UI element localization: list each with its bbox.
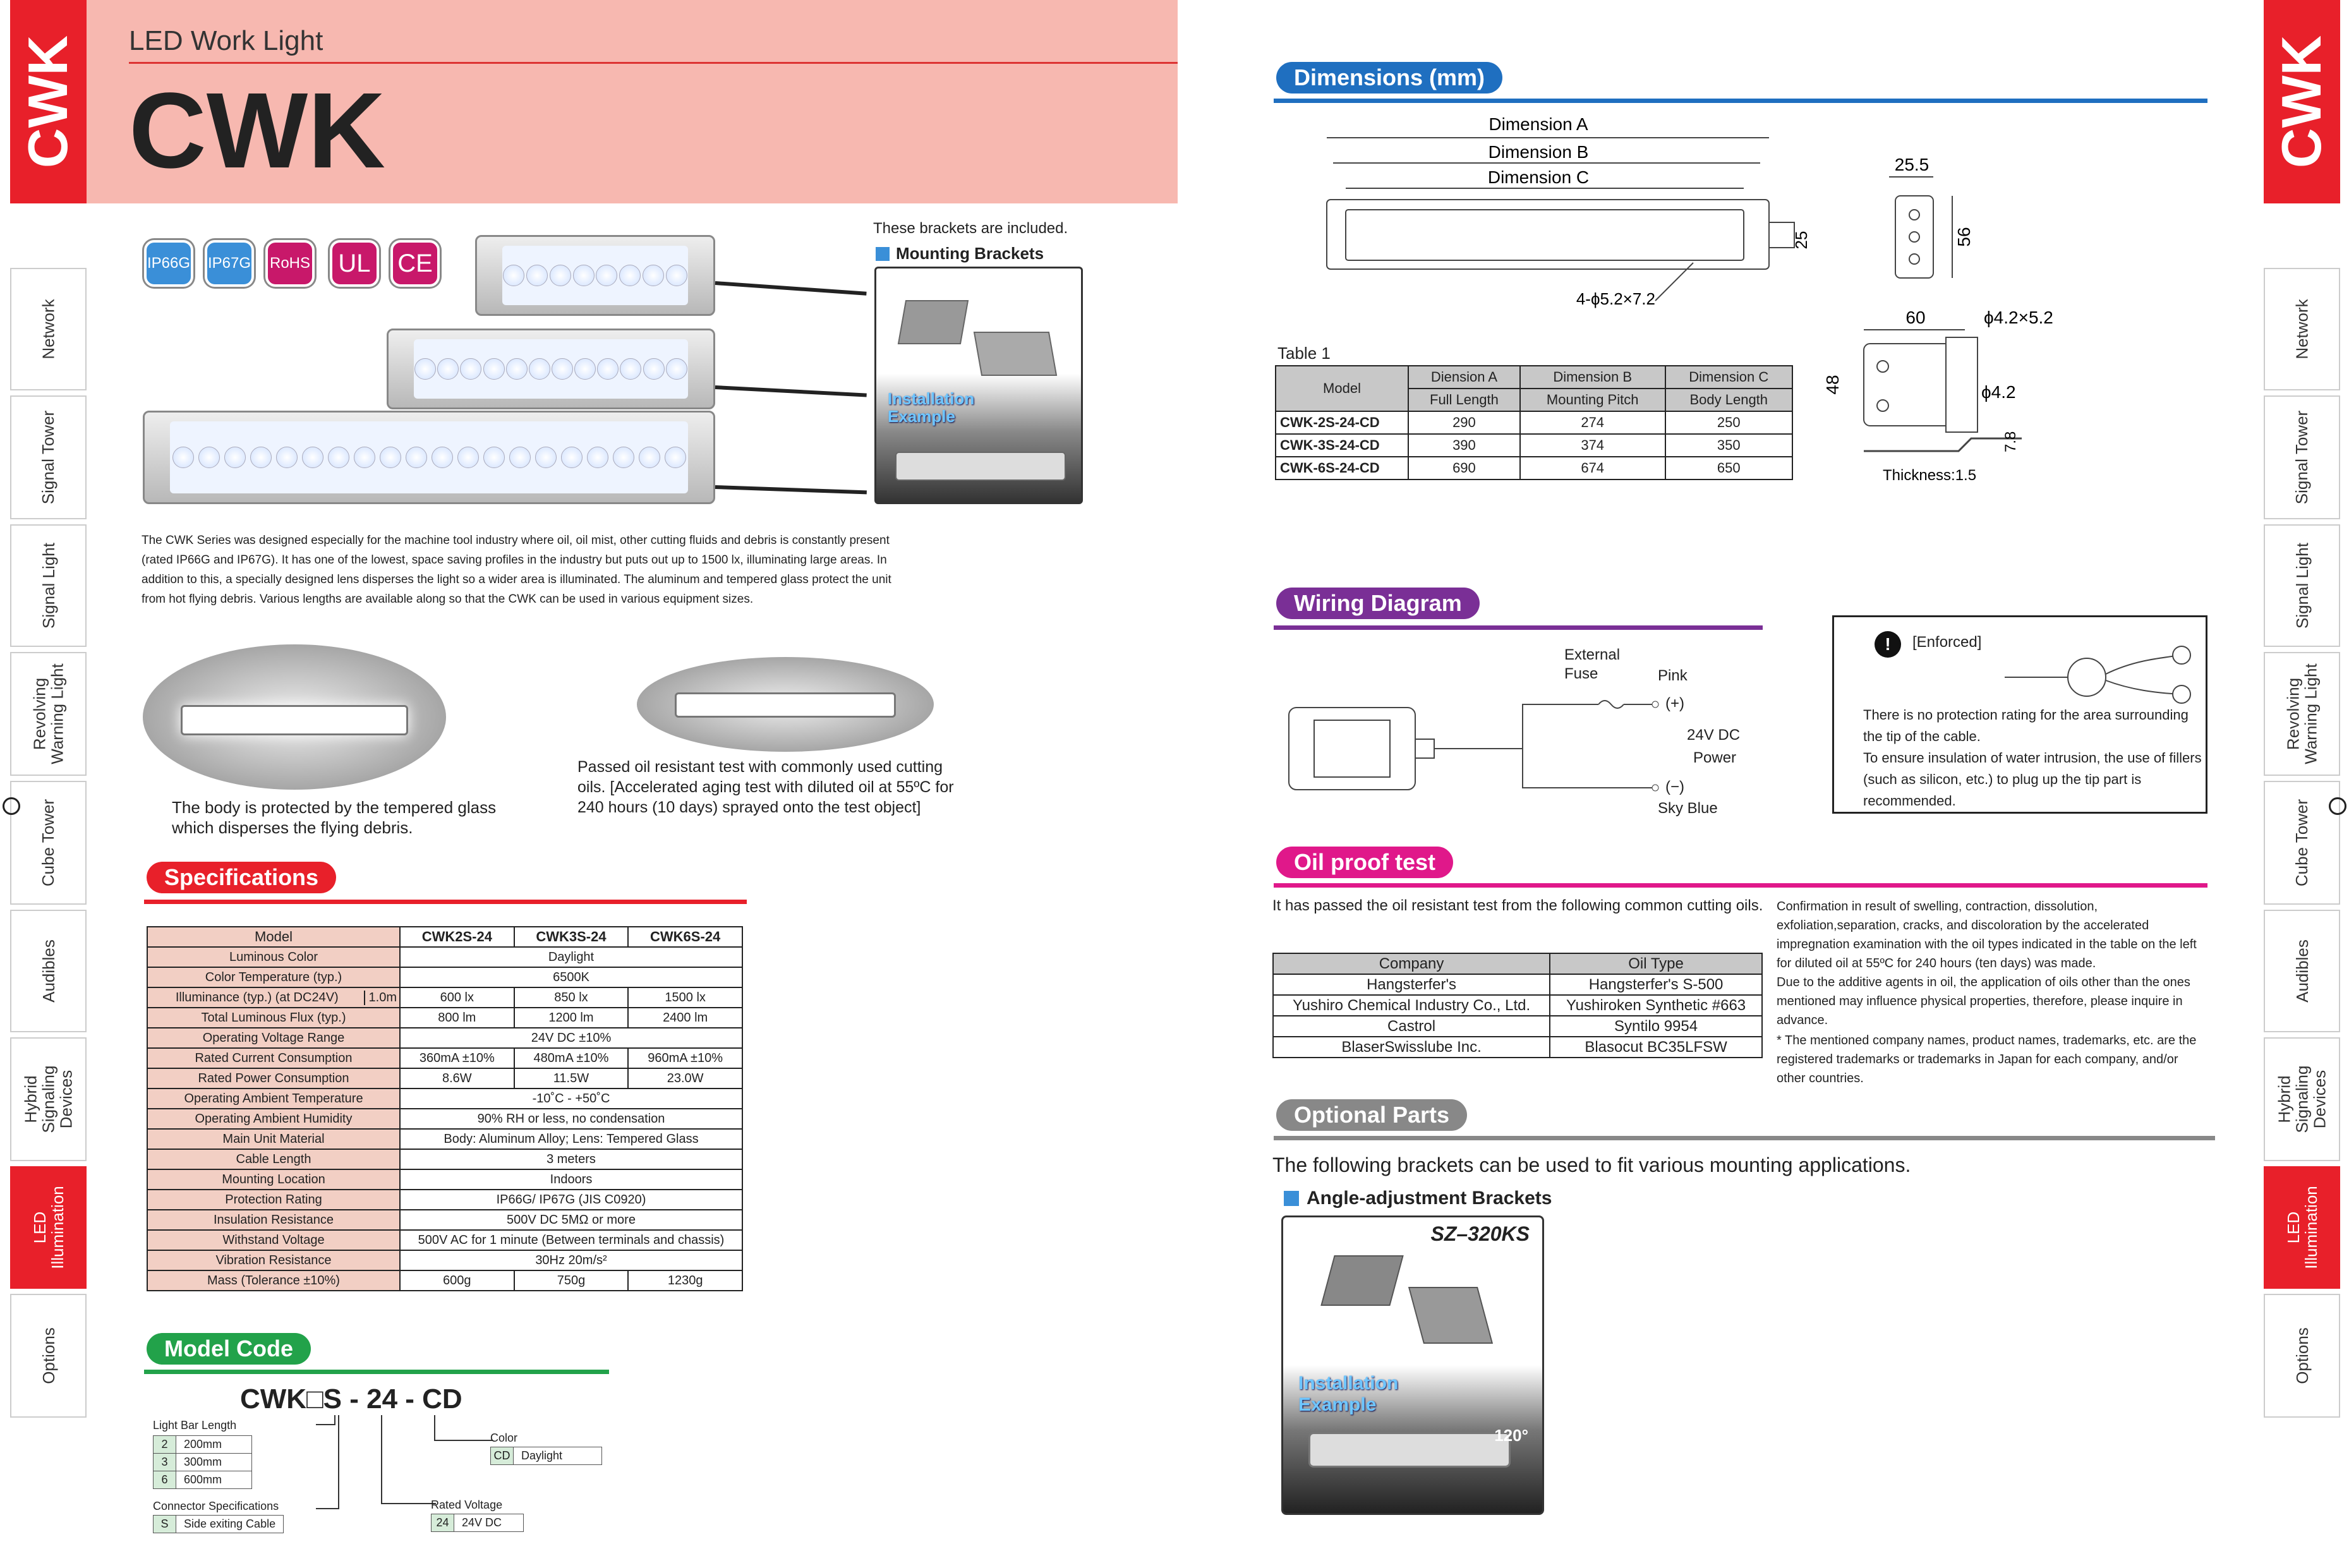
spec-label: Vibration Resistance: [147, 1250, 400, 1270]
dc-label: 24V DC: [1687, 727, 1741, 744]
t1-value: 674: [1520, 457, 1665, 479]
oil-type: Syntilo 9954: [1550, 1016, 1762, 1037]
thickness-label: Thickness:1.5: [1883, 467, 1977, 483]
oil-row: [1273, 1037, 1762, 1058]
power-label: Power: [1693, 749, 1737, 766]
spec-value: 3 meters: [400, 1149, 742, 1169]
spec-row: [147, 1250, 742, 1270]
install-example-label: Installation Example: [1298, 1373, 1399, 1415]
t1-value: 374: [1520, 434, 1665, 457]
spec-value: 30Hz 20m/s²: [400, 1250, 742, 1270]
spec-row: [147, 1028, 742, 1048]
color-label: Color: [490, 1432, 518, 1444]
t1-header: Dimension B: [1520, 366, 1665, 389]
t1-row: [1276, 457, 1792, 479]
install-light: [1308, 1432, 1511, 1468]
install-light: [895, 452, 1066, 481]
brackets-title: Mounting Brackets: [896, 244, 1044, 263]
spec-value: 960mA ±10%: [628, 1048, 742, 1068]
dimension-drawing: [1314, 111, 1820, 320]
spec-value: 1230g: [628, 1270, 742, 1291]
spec-row: [147, 1149, 742, 1169]
bracket-slot-label: ϕ4.2×5.2: [1984, 308, 2053, 327]
spec-row: [147, 1210, 742, 1230]
header-rule: [129, 62, 1178, 64]
oil-row: [1273, 1016, 1762, 1037]
holes-label: 4-ϕ5.2×7.2: [1576, 289, 1655, 308]
spec-label: Rated Current Consumption: [147, 1048, 400, 1068]
registration-mark-icon: [2329, 797, 2346, 815]
code-option-key: 2: [154, 1436, 176, 1454]
code-option-value: 24V DC: [454, 1514, 524, 1532]
angle-bracket-photo: [1281, 1215, 1544, 1515]
cable: [715, 281, 867, 296]
tab-network[interactable]: Network: [2264, 268, 2340, 390]
cable: [715, 385, 867, 397]
intro-paragraph: The CWK Series was designed especially for the machine tool industry where oil, oil mist, other cutting fluids and debris is constantly present (rated IP66G and IP67G). It has one of the lowest, space saving profiles in the industry but puts out up to 1500 lx, illuminating large areas. In addition to this, a specially designed lens disperses the light so a wider area is illuminated. The aluminum and tempered glass protect the unit from hot flying debris. Various lengths are available along so that the CWK can be used in various equipment sizes.: [142, 534, 891, 606]
oil-type: Hangsterfer's S-500: [1550, 974, 1762, 995]
brackets-photo: [874, 267, 1083, 504]
spec-header: CWK6S-24: [628, 927, 742, 947]
spec-label: Mounting Location: [147, 1169, 400, 1190]
spec-row: [147, 1230, 742, 1250]
spec-value: Indoors: [400, 1169, 742, 1190]
side-view-drawing: [1870, 152, 1984, 291]
code-option-key: 24: [432, 1514, 454, 1532]
oil-proof-heading: Oil proof test: [1276, 847, 1453, 878]
tab-signal-light[interactable]: Signal Light: [2264, 524, 2340, 647]
bracket-shape: [898, 300, 969, 344]
tab-led-illumination[interactable]: LED Illumination: [10, 1166, 87, 1289]
t1-subheader: Body Length: [1665, 389, 1792, 411]
optional-parts-heading: Optional Parts: [1276, 1099, 1467, 1131]
pink-label: Pink: [1658, 667, 1688, 684]
spec-value: 500V AC for 1 minute (Between terminals and chassis): [400, 1230, 742, 1250]
dim-25-label: 25: [1792, 231, 1811, 250]
dimensions-rule: [1274, 99, 2207, 103]
bracket-offset-label: 7.8: [2002, 431, 2019, 452]
dimensions-heading: Dimensions (mm): [1276, 62, 1502, 93]
spec-value: IP66G/ IP67G (JIS C0920): [400, 1190, 742, 1210]
code-option-value: 600mm: [176, 1471, 252, 1489]
side-tab-label: CWK: [2270, 35, 2333, 169]
ip67g-badge: IP67G: [205, 240, 254, 287]
code-option-row: [154, 1436, 252, 1454]
cable-tip-drawing: [2005, 642, 2194, 706]
glass-caption: The body is protected by the tempered glass which disperses the flying debris.: [172, 798, 497, 837]
oil-company: BlaserSwisslube Inc.: [1273, 1037, 1550, 1058]
spec-value: 600 lx: [400, 987, 514, 1008]
glass-photo: [143, 644, 446, 790]
spec-label: Operating Ambient Humidity: [147, 1109, 400, 1129]
code-option-row: [154, 1516, 284, 1533]
t1-model: CWK-6S-24-CD: [1276, 457, 1408, 479]
code-option-value: 200mm: [176, 1436, 252, 1454]
dim-b-label: Dimension B: [1488, 142, 1589, 162]
oil-intro: It has passed the oil resistant test from the following common cutting oils.: [1272, 897, 1763, 914]
enforced-text: There is no protection rating for the area surrounding the tip of the cable. To ensure insulation of water intrusion, the use of fillers (such as silicon, etc.) to plug up the tip part is recommended.: [1863, 707, 2202, 809]
registration-mark-icon: [3, 797, 20, 815]
spec-label: Mass (Tolerance ±10%): [147, 1270, 400, 1291]
spec-row: [147, 947, 742, 967]
code-option-row: [491, 1447, 602, 1465]
plus-label: (+): [1665, 695, 1684, 712]
oil-company: Yushiro Chemical Industry Co., Ltd.: [1273, 995, 1550, 1016]
spec-value: 1500 lx: [628, 987, 742, 1008]
sky-blue-label: Sky Blue: [1658, 800, 1718, 817]
oil-type: Yushiroken Synthetic #663: [1550, 995, 1762, 1016]
spec-row: [147, 1190, 742, 1210]
tab-options[interactable]: Options: [10, 1294, 87, 1418]
side-tab-cwk-right: [2264, 0, 2340, 203]
bracket-width-label: 60: [1905, 308, 1926, 327]
specifications-heading: Specifications: [147, 862, 336, 893]
voltage-label: Rated Voltage: [431, 1499, 503, 1511]
spec-label: Total Luminous Flux (typ.): [147, 1008, 400, 1028]
wiring-heading: Wiring Diagram: [1276, 588, 1480, 619]
t1-value: 290: [1408, 411, 1520, 434]
bracket-shape: [1320, 1255, 1403, 1306]
square-bullet-icon: [1284, 1191, 1299, 1206]
code-option-row: [154, 1454, 252, 1471]
oil-company: Castrol: [1273, 1016, 1550, 1037]
warning-icon: !: [1875, 631, 1901, 658]
spec-label: Operating Ambient Temperature: [147, 1089, 400, 1109]
connector-table: [153, 1515, 284, 1533]
t1-row: [1276, 434, 1792, 457]
oil-row: [1273, 995, 1762, 1016]
t1-value: 390: [1408, 434, 1520, 457]
oil-row: [1273, 974, 1762, 995]
code-option-key: 6: [154, 1471, 176, 1489]
tab-signal-light[interactable]: Signal Light: [10, 524, 87, 647]
product-light-large: [143, 411, 715, 504]
optional-intro: The following brackets can be used to fit various mounting applications.: [1272, 1154, 1911, 1176]
tab-signal-tower[interactable]: Signal Tower: [2264, 395, 2340, 519]
code-option-key: 3: [154, 1454, 176, 1471]
color-table: [490, 1447, 602, 1465]
code-option-key: CD: [491, 1447, 514, 1465]
dimension-table: [1275, 365, 1793, 480]
spec-row: [147, 967, 742, 987]
brackets-title-row: [876, 244, 1044, 263]
table1-caption: Table 1: [1277, 344, 1331, 363]
spec-header: CWK3S-24: [514, 927, 629, 947]
enforced-box: [1832, 615, 2207, 814]
page-subtitle: LED Work Light: [129, 25, 323, 56]
spec-row: [147, 1089, 742, 1109]
code-option-value: Daylight: [514, 1447, 602, 1465]
dim-c-label: Dimension C: [1487, 167, 1590, 187]
spec-value: 850 lx: [514, 987, 629, 1008]
oil-caption: Passed oil resistant test with commonly used cutting oils. [Accelerated aging test with diluted oil at 55ºC for 240 hours (10 days) sprayed onto the test object]: [577, 758, 954, 816]
tab-hybrid-signaling[interactable]: Hybrid Signaling Devices: [10, 1037, 87, 1161]
oil-header: Oil Type: [1550, 953, 1762, 974]
tab-signal-tower[interactable]: Signal Tower: [10, 395, 87, 519]
light-bar-label: Light Bar Length: [153, 1419, 237, 1432]
spec-row: [147, 1008, 742, 1028]
spec-header: CWK2S-24: [400, 927, 514, 947]
rohs-badge: RoHS: [265, 240, 315, 287]
spec-row: [147, 987, 742, 1008]
spec-value: -10˚C - +50˚C: [400, 1089, 742, 1109]
spec-value: 8.6W: [400, 1068, 514, 1089]
spec-value: 11.5W: [514, 1068, 629, 1089]
angle-bracket-title: Angle-adjustment Brackets: [1307, 1188, 1552, 1209]
angle-bracket-title-row: [1284, 1188, 1552, 1209]
bracket-drawing: [1820, 306, 2123, 483]
spec-header: Model: [147, 927, 400, 947]
spec-label: Luminous Color: [147, 947, 400, 967]
spec-row: [147, 1048, 742, 1068]
t1-value: 274: [1520, 411, 1665, 434]
spec-label: Rated Power Consumption: [147, 1068, 400, 1089]
spec-row: [147, 1068, 742, 1089]
spec-value: 800 lm: [400, 1008, 514, 1028]
t1-value: 650: [1665, 457, 1792, 479]
angle-label: 120°: [1494, 1426, 1528, 1445]
model-code-heading: Model Code: [147, 1333, 311, 1365]
spec-row: [147, 1109, 742, 1129]
product-light-medium: [387, 329, 715, 409]
side-width-label: 25.5: [1894, 155, 1929, 174]
page-title: CWK: [129, 71, 385, 191]
spec-table: [147, 926, 743, 1291]
spec-value: 480mA ±10%: [514, 1048, 629, 1068]
spec-value: 24V DC ±10%: [400, 1028, 742, 1048]
spec-label: Color Temperature (typ.): [147, 967, 400, 987]
side-tab-cwk-left: [10, 0, 87, 203]
spec-value: 2400 lm: [628, 1008, 742, 1028]
ul-badge: UL: [330, 240, 379, 287]
spec-value: Body: Aluminum Alloy; Lens: Tempered Glass: [400, 1129, 742, 1149]
spec-label: Illuminance (typ.) (at DC24V) 1.0m: [147, 987, 400, 1008]
spec-label: Withstand Voltage: [147, 1230, 400, 1250]
code-option-row: [154, 1471, 252, 1489]
voltage-table: [431, 1514, 524, 1532]
spec-value: 23.0W: [628, 1068, 742, 1089]
ce-badge: CE: [390, 240, 440, 287]
code-option-key: S: [154, 1516, 176, 1533]
optional-parts-rule: [1274, 1136, 2215, 1140]
spec-row: [147, 1270, 742, 1291]
wiring-rule: [1274, 625, 1763, 630]
t1-row: [1276, 411, 1792, 434]
tab-audibles[interactable]: Audibles: [2264, 910, 2340, 1032]
tab-cube-tower[interactable]: Cube Tower: [10, 781, 87, 905]
tab-options[interactable]: Options: [2264, 1294, 2340, 1418]
oil-company: Hangsterfer's: [1273, 974, 1550, 995]
light-bar-table: [153, 1435, 252, 1489]
angle-bracket-model: SZ–320KS: [1430, 1222, 1530, 1245]
tab-revolving-warning-light[interactable]: Revolving Warning Light: [2264, 652, 2340, 776]
spec-value: 500V DC 5MΩ or more: [400, 1210, 742, 1230]
dim-a-label: Dimension A: [1489, 114, 1588, 134]
spec-value: 600g: [400, 1270, 514, 1291]
enforced-title: [Enforced]: [1912, 634, 1982, 651]
tab-audibles[interactable]: Audibles: [10, 910, 87, 1032]
t1-value: 250: [1665, 411, 1792, 434]
code-option-row: [432, 1514, 524, 1532]
spec-value: Daylight: [400, 947, 742, 967]
spec-label: Protection Rating: [147, 1190, 400, 1210]
spec-value: 360mA ±10%: [400, 1048, 514, 1068]
t1-subheader: Mounting Pitch: [1520, 389, 1665, 411]
t1-header: Dimension C: [1665, 366, 1792, 389]
spec-label: Main Unit Material: [147, 1129, 400, 1149]
square-bullet-icon: [876, 247, 890, 261]
side-tab-label: CWK: [16, 35, 80, 169]
spec-value: 750g: [514, 1270, 629, 1291]
oil-type: Blasocut BC35LFSW: [1550, 1037, 1762, 1058]
t1-model: CWK-3S-24-CD: [1276, 434, 1408, 457]
code-option-value: Side exiting Cable: [176, 1516, 284, 1533]
tab-network[interactable]: Network: [10, 268, 87, 390]
bracket-shape: [1408, 1287, 1493, 1344]
bracket-height-label: 48: [1823, 375, 1842, 395]
oil-header: Company: [1273, 953, 1550, 974]
ip66g-badge: IP66G: [144, 240, 193, 287]
minus-label: (−): [1665, 778, 1684, 795]
spec-value: 1200 lm: [514, 1008, 629, 1028]
spec-label: Operating Voltage Range: [147, 1028, 400, 1048]
t1-value: 350: [1665, 434, 1792, 457]
spec-row: [147, 1169, 742, 1190]
tab-led-illumination[interactable]: LED Illumination: [2264, 1166, 2340, 1289]
bracket-shape: [974, 332, 1057, 376]
tab-cube-tower[interactable]: Cube Tower: [2264, 781, 2340, 905]
spec-row: [147, 1129, 742, 1149]
install-example-label: Installation Example: [888, 389, 975, 426]
bracket-hole-label: ϕ4.2: [1981, 382, 2016, 402]
tab-hybrid-signaling[interactable]: Hybrid Signaling Devices: [2264, 1037, 2340, 1161]
spec-value: 90% RH or less, no condensation: [400, 1109, 742, 1129]
product-light-small: [475, 235, 715, 316]
trademark-note: * The mentioned company names, product names, trademarks, etc. are the registered trademarks or trademarks in Japan for each company, and/or other countries.: [1777, 1034, 2197, 1085]
model-code-string: CWK□S - 24 - CD: [240, 1384, 462, 1414]
t1-subheader: Full Length: [1408, 389, 1520, 411]
t1-model: CWK-2S-24-CD: [1276, 411, 1408, 434]
side-height-label: 56: [1954, 227, 1974, 247]
model-code-rule: [144, 1370, 609, 1374]
fuse-label: External Fuse: [1564, 646, 1621, 682]
specifications-rule: [144, 900, 747, 904]
connector-label: Connector Specifications: [153, 1500, 279, 1512]
t1-value: 690: [1408, 457, 1520, 479]
spec-label: Insulation Resistance: [147, 1210, 400, 1230]
cable: [715, 485, 867, 494]
code-option-value: 300mm: [176, 1454, 252, 1471]
t1-header: Diension A: [1408, 366, 1520, 389]
spec-value: 6500K: [400, 967, 742, 987]
oil-photo: [637, 657, 934, 752]
oil-proof-rule: [1274, 883, 2207, 888]
oil-table: [1272, 953, 1763, 1058]
oil-note: Confirmation in result of swelling, contraction, dissolution, exfoliation,separation, cracks, and discoloration by the accelerated impregnation examination with the oil types indicated in the table on the left for diluted oil at 55ºC for 240 hours (ten days) was made. Due to the additive agents in oil, the application of oils other than the ones mentioned may influence physical properties, therefore, please inquire in advance.: [1777, 900, 2197, 1027]
tab-revolving-warning-light[interactable]: Revolving Warning Light: [10, 652, 87, 776]
brackets-note: These brackets are included.: [873, 220, 1068, 237]
spec-label: Cable Length: [147, 1149, 400, 1169]
t1-header: Model: [1276, 366, 1408, 411]
